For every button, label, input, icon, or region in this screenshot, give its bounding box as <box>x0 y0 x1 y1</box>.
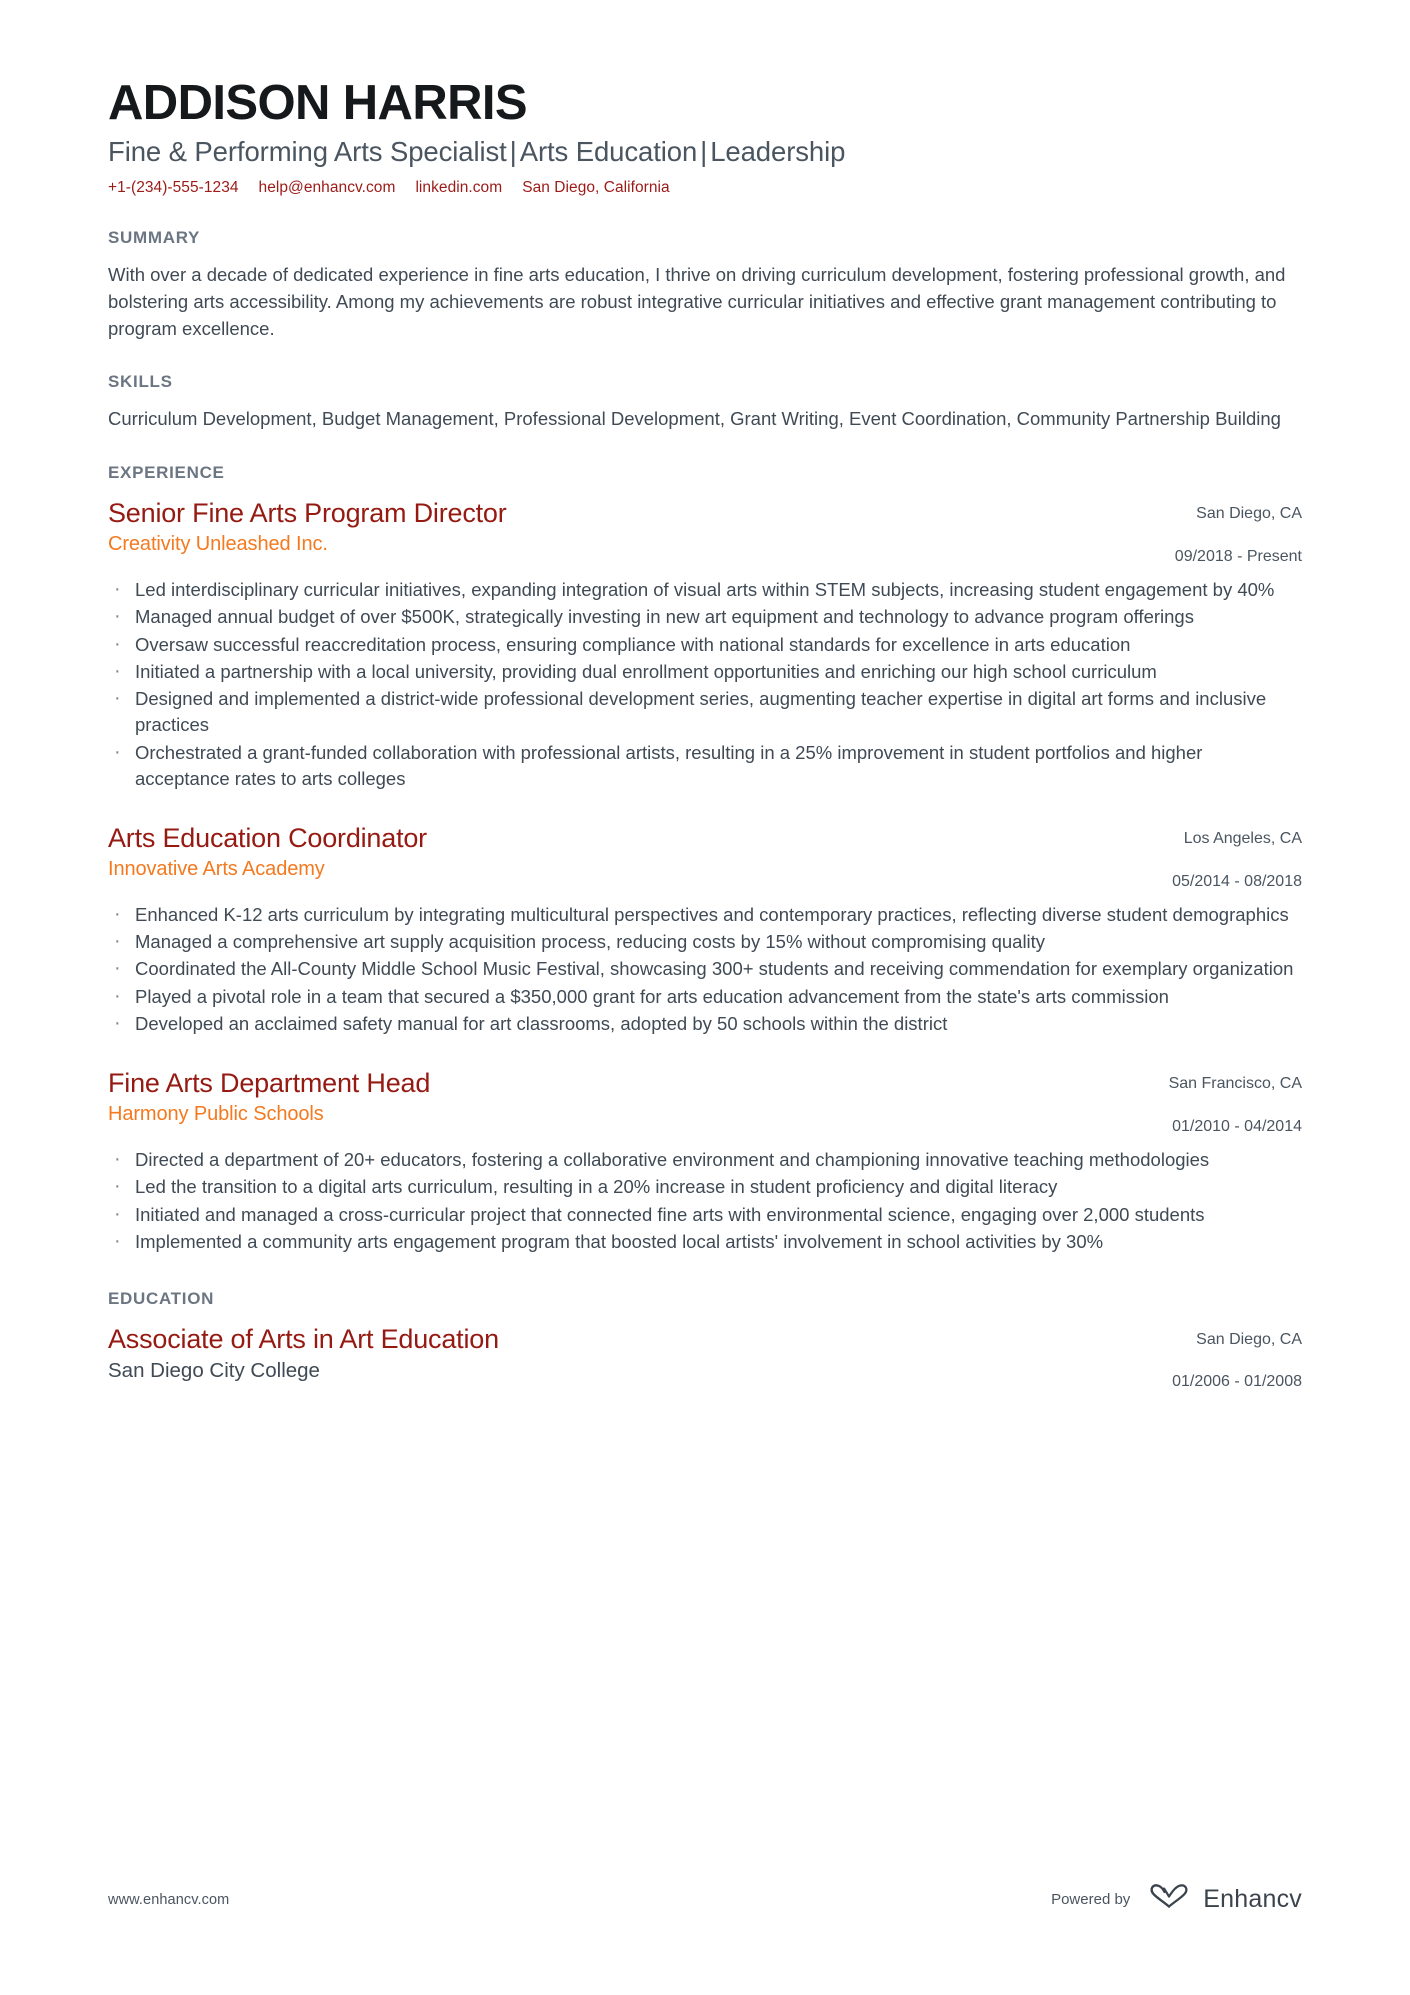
education-entry-meta <box>1148 1323 1302 1394</box>
education-heading: EDUCATION <box>108 1289 215 1309</box>
job-bullet: · Orchestrated a grant-funded collaboration with professional artists, resulting in a 25% improvement in student portfolios and higher acceptance rates to arts colleges <box>108 740 1302 793</box>
company-name[interactable]: Innovative Arts Academy <box>108 858 325 881</box>
job-bullet-list <box>108 577 1302 792</box>
job-dates: 05/2014 - 08/2018 <box>1172 872 1302 890</box>
job-dates: 01/2010 - 04/2014 <box>1172 1117 1302 1135</box>
job-location: San Francisco, CA <box>1168 1075 1302 1093</box>
footer-branding <box>1051 1882 1302 1917</box>
job-bullet: · Oversaw successful reaccreditation process, ensuring compliance with national standards for excellence in arts education <box>108 632 1302 658</box>
job-bullet: · Led interdisciplinary curricular initiatives, expanding integration of visual arts within STEM subjects, increasing student engagement by 40% <box>108 577 1302 603</box>
company-name[interactable]: Harmony Public Schools <box>108 1103 324 1126</box>
enhancv-logo-lockup[interactable] <box>1146 1882 1302 1917</box>
contact-email[interactable]: help@enhancv.com <box>258 178 396 196</box>
education-entry <box>108 1323 1302 1394</box>
job-bullet: · Coordinated the All-County Middle School Music Festival, showcasing 300+ students and receiving commendation for exemplary organization <box>108 956 1302 982</box>
summary-section <box>108 228 1302 342</box>
education-section <box>108 1289 1302 1394</box>
experience-section <box>108 463 1302 1255</box>
experience-entry <box>108 822 1302 1037</box>
resume-header <box>108 78 1302 198</box>
job-location: San Diego, CA <box>1196 505 1302 523</box>
school-location: San Diego, CA <box>1196 1331 1302 1349</box>
job-bullet: · Implemented a community arts engagement program that boosted local artists' involvement in school activities by 30% <box>108 1229 1302 1255</box>
candidate-name: ADDISON HARRIS <box>108 76 528 130</box>
headline-part-0: Fine & Performing Arts Specialist <box>108 136 507 168</box>
skills-heading: SKILLS <box>108 372 173 392</box>
experience-entry-main <box>108 497 1151 557</box>
job-bullet: · Played a pivotal role in a team that secured a $350,000 grant for arts education advancement from the state's arts commission <box>108 984 1302 1010</box>
headline-separator-1: | <box>700 136 708 168</box>
experience-entry-header <box>108 822 1302 893</box>
contact-location: San Diego, California <box>522 178 670 196</box>
summary-heading: SUMMARY <box>108 227 201 247</box>
skills-section <box>108 372 1302 433</box>
experience-entry <box>108 497 1302 792</box>
experience-entry <box>108 1067 1302 1255</box>
powered-by-label: Powered by <box>1051 1891 1131 1908</box>
job-bullet: · Initiated and managed a cross-curricular project that connected fine arts with environmental science, engaging over 2,000 students <box>108 1202 1302 1228</box>
experience-entry-main <box>108 822 1148 882</box>
education-entry-main <box>108 1323 1148 1385</box>
headline-part-2: Leadership <box>710 136 846 168</box>
education-entry-header <box>108 1323 1302 1394</box>
page-footer <box>108 1882 1302 1917</box>
job-bullet: · Designed and implemented a district-wide professional development series, augmenting teacher expertise in digital art forms and inclusive practices <box>108 686 1302 739</box>
job-title: Fine Arts Department Head <box>108 1068 431 1099</box>
job-dates: 09/2018 - Present <box>1174 547 1302 565</box>
job-bullet: · Led the transition to a digital arts curriculum, resulting in a 20% increase in student proficiency and digital literacy <box>108 1174 1302 1200</box>
candidate-headline <box>108 135 1302 169</box>
job-bullet: · Managed annual budget of over $500K, strategically investing in new art equipment and technology to advance program offerings <box>108 604 1302 630</box>
contact-phone[interactable]: +1-(234)-555-1234 <box>108 178 239 196</box>
job-bullet-list <box>108 902 1302 1037</box>
experience-entry-meta <box>1145 1067 1302 1138</box>
company-name[interactable]: Creativity Unleashed Inc. <box>108 533 328 556</box>
experience-entry-header <box>108 1067 1302 1138</box>
experience-entry-meta <box>1148 822 1302 893</box>
contact-linkedin[interactable]: linkedin.com <box>415 178 503 196</box>
experience-heading: EXPERIENCE <box>108 463 225 483</box>
job-bullet-list <box>108 1147 1302 1255</box>
school-name: San Diego City College <box>108 1359 320 1382</box>
job-title: Arts Education Coordinator <box>108 823 427 854</box>
job-bullet: · Managed a comprehensive art supply acquisition process, reducing costs by 15% without compromising quality <box>108 929 1302 955</box>
enhancv-infinity-heart-icon <box>1146 1882 1192 1917</box>
job-location: Los Angeles, CA <box>1183 830 1302 848</box>
summary-text: With over a decade of dedicated experience in fine arts education, I thrive on driving curriculum development, fostering professional growth, and bolstering arts accessibility. Among my achievements are robust integrative curricular initiatives and effective grant management contributing to program excellence. <box>108 263 1286 339</box>
school-dates: 01/2006 - 01/2008 <box>1172 1373 1302 1391</box>
experience-entry-header <box>108 497 1302 568</box>
headline-separator-0: | <box>509 136 517 168</box>
contact-bar <box>108 178 1302 198</box>
experience-entry-main <box>108 1067 1145 1127</box>
footer-website-url[interactable]: www.enhancv.com <box>108 1891 230 1908</box>
job-title: Senior Fine Arts Program Director <box>108 498 507 529</box>
skills-text: Curriculum Development, Budget Management, Professional Development, Grant Writing, Event Coordination, Community Partnership Building <box>108 408 1281 430</box>
experience-entry-meta <box>1151 497 1302 568</box>
headline-part-1: Arts Education <box>519 136 698 168</box>
degree-title: Associate of Arts in Art Education <box>108 1324 499 1355</box>
job-bullet: · Directed a department of 20+ educators, fostering a collaborative environment and championing innovative teaching methodologies <box>108 1147 1302 1173</box>
job-bullet: · Enhanced K-12 arts curriculum by integrating multicultural perspectives and contemporary practices, reflecting diverse student demographics <box>108 902 1302 928</box>
job-bullet: · Developed an acclaimed safety manual for art classrooms, adopted by 50 schools within the district <box>108 1011 1302 1037</box>
job-bullet: · Initiated a partnership with a local university, providing dual enrollment opportunities and enriching our high school curriculum <box>108 659 1302 685</box>
enhancv-brand-name: Enhancv <box>1203 1885 1302 1913</box>
